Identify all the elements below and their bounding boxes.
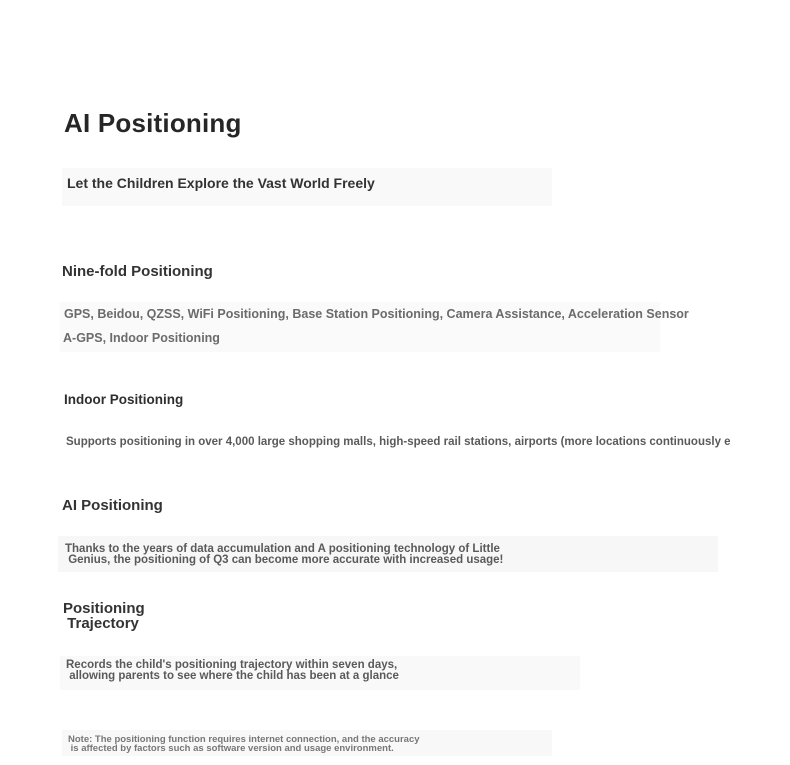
ninefold-heading: Nine-fold Positioning bbox=[62, 263, 213, 280]
trajectory-line-2: allowing parents to see where the child has been at a glance bbox=[66, 670, 399, 682]
ai-line-1: Thanks to the years of data accumulation and A positioning technology of Little bbox=[65, 543, 500, 555]
ai-line-2: Genius, the positioning of Q3 can become more accurate with increased usage! bbox=[65, 554, 504, 566]
note-line-1: Note: The positioning function requires internet connection, and the accuracy bbox=[68, 734, 420, 745]
ninefold-line-2: A-GPS, Indoor Positioning bbox=[63, 331, 220, 345]
page-title: AI Positioning bbox=[64, 108, 242, 138]
indoor-body: Supports positioning in over 4,000 large shopping malls, high-speed rail stations, airports (more locations continuously e bbox=[66, 436, 731, 448]
trajectory-heading-line-1: Positioning bbox=[63, 600, 145, 617]
note-line-2: is affected by factors such as software version and usage environment. bbox=[68, 743, 394, 754]
ai-heading: AI Positioning bbox=[62, 497, 163, 514]
indoor-heading: Indoor Positioning bbox=[64, 392, 184, 407]
trajectory-line-1: Records the child's positioning trajectory within seven days, bbox=[66, 659, 398, 671]
trajectory-heading-line-2: Trajectory bbox=[63, 615, 139, 632]
ninefold-line-1: GPS, Beidou, QZSS, WiFi Positioning, Base Station Positioning, Camera Assistance, Acceleration Sensor bbox=[64, 307, 689, 321]
page-subtitle: Let the Children Explore the Vast World Freely bbox=[67, 175, 375, 191]
